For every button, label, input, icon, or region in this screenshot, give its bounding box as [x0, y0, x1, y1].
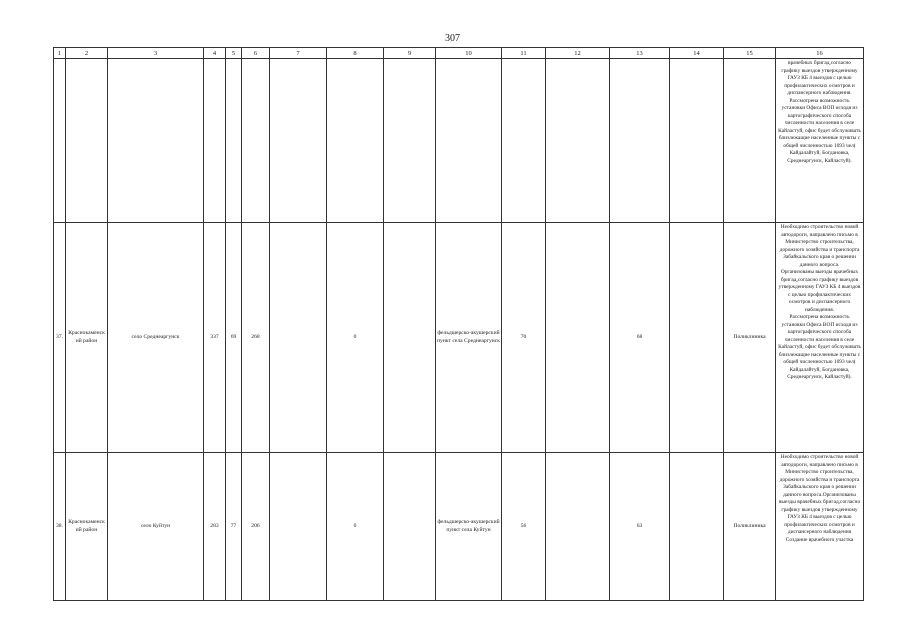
column-number: 13 — [610, 48, 670, 59]
table-cell-col-12 — [546, 453, 610, 601]
note-paragraph: Необходимо строительство новой автодороги, направлено письмо в Министерство строительства, дорожного хозяйства и транспорта Забайкальского края о решении данного вопроса.Организованы выезды врачебных бригад,согласно графику выездов утвержденному ГАУЗ КБ 4 выездов с целью профилактических осмотров и диспансерного наблюдения — [778, 454, 861, 535]
note-cell — [776, 59, 864, 223]
column-number: 1 — [54, 48, 66, 59]
table-cell-col-6: 206 — [242, 453, 270, 601]
column-number: 14 — [670, 48, 724, 59]
table-cell-col-6: 268 — [242, 223, 270, 453]
table-cell-col-2 — [66, 59, 108, 223]
table-row — [54, 453, 864, 601]
column-number: 2 — [66, 48, 108, 59]
table-cell-col-13: 63 — [610, 453, 670, 601]
table-cell-col-14 — [670, 223, 724, 453]
column-number: 4 — [204, 48, 226, 59]
table-cell-col-10: фельдшерско-акушерский пункт села Среднеаргунск — [436, 223, 502, 453]
table-cell-col-15 — [724, 59, 776, 223]
table-cell-col-11: 56 — [502, 453, 546, 601]
column-number: 12 — [546, 48, 610, 59]
table-cell-col-1: 38. — [54, 453, 66, 601]
table-cell-col-15: Поликлиника — [724, 453, 776, 601]
note-paragraph: Необходимо строительство новой автодороги, направлено письмо в Министерство строительства, дорожного хозяйства и транспорта Забайкальского края о решении данного вопроса. — [779, 224, 860, 268]
table-cell-col-3: село Среднеаргунск — [108, 223, 204, 453]
table-cell-col-13 — [610, 59, 670, 223]
table-row — [54, 59, 864, 223]
table-cell-col-2: Краснокаменский район — [66, 223, 108, 453]
column-number: 8 — [327, 48, 384, 59]
column-number: 16 — [776, 48, 864, 59]
table-cell-col-10: фельдшерско-акушерский пункт села Куйтун — [436, 453, 502, 601]
column-number-row — [54, 48, 864, 59]
table-cell-col-9 — [384, 223, 436, 453]
table-cell-col-7 — [270, 59, 327, 223]
column-number: 11 — [502, 48, 546, 59]
note-paragraph: Рассмотрена возможность установки Офиса ВОП исходя из картографического способа численности населения в селе Кайластуй, офис будет обслуживать близлежащие населенные пункты с общей численностью 1693 чел( Кайдалайтуй, Богдановка, Среднеаргунск, Кайластуй). — [778, 97, 861, 164]
column-number: 7 — [270, 48, 327, 59]
table-cell-col-7 — [270, 453, 327, 601]
table-cell-col-1 — [54, 59, 66, 223]
table-cell-col-6 — [242, 59, 270, 223]
table-cell-col-5 — [226, 59, 242, 223]
column-number: 3 — [108, 48, 204, 59]
table-cell-col-11: 70 — [502, 223, 546, 453]
table-cell-col-4: 337 — [204, 223, 226, 453]
table-cell-col-9 — [384, 59, 436, 223]
table-cell-col-14 — [670, 453, 724, 601]
table-cell-col-2: Краснокаменский район — [66, 453, 108, 601]
table-cell-col-10 — [436, 59, 502, 223]
table-cell-col-5: 69 — [226, 223, 242, 453]
note-paragraph: Рассмотрена возможность установки Офиса ВОП исходя из картографического способа численности населения в селе Кайластуй, офис будет обслуживать близлежащие населенные пункты с общей численностью 1693 чел( Кайдалайтуй, Богдановка, Среднеаргунск, Кайластуй). — [778, 314, 861, 380]
table-cell-col-8: 0 — [327, 453, 384, 601]
column-number: 5 — [226, 48, 242, 59]
note-paragraph: Организованы выезды врачебных бригад,согласно графику выездов утвержденному ГАУЗ КБ 4 выездов с целью профилактических осмотров и диспансерного наблюдения. — [778, 269, 861, 313]
column-number: 15 — [724, 48, 776, 59]
table-cell-col-9 — [384, 453, 436, 601]
table-cell-col-4: 283 — [204, 453, 226, 601]
note-paragraph: Создание врачебного участка — [785, 536, 854, 543]
table-cell-col-5: 77 — [226, 453, 242, 601]
note-cell — [776, 223, 864, 453]
data-table — [53, 47, 864, 601]
table-cell-col-8: 0 — [327, 223, 384, 453]
column-number: 6 — [242, 48, 270, 59]
table-cell-col-13: 68 — [610, 223, 670, 453]
note-paragraph: врачебных бригад,согласно графику выездов утвержденному ГАУЗ КБ 4 выездов с целью профилактических осмотров и диспансерного наблюдения. — [781, 60, 858, 96]
table-cell-col-11 — [502, 59, 546, 223]
table-cell-col-3: село Куйтун — [108, 453, 204, 601]
table-cell-col-3 — [108, 59, 204, 223]
column-number: 10 — [436, 48, 502, 59]
note-cell — [776, 453, 864, 601]
table-cell-col-8 — [327, 59, 384, 223]
table-cell-col-14 — [670, 59, 724, 223]
column-number: 9 — [384, 48, 436, 59]
page-number: 307 — [445, 33, 460, 44]
table-cell-col-15: Поликлиника — [724, 223, 776, 453]
table-cell-col-1: 37. — [54, 223, 66, 453]
table-cell-col-12 — [546, 59, 610, 223]
table-cell-col-4 — [204, 59, 226, 223]
table-cell-col-7 — [270, 223, 327, 453]
table-row — [54, 223, 864, 453]
table-cell-col-12 — [546, 223, 610, 453]
